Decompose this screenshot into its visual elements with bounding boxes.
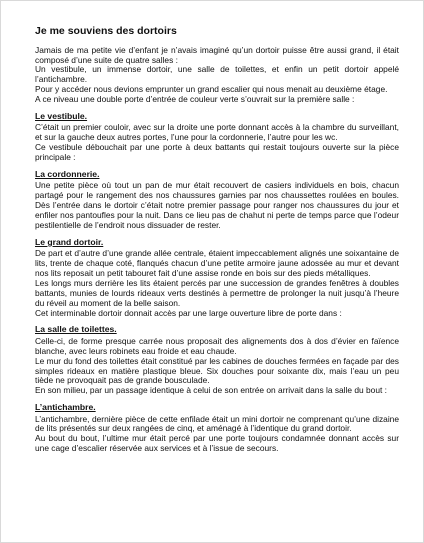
section-antichambre	[35, 402, 399, 454]
section-heading: La salle de toilettes.	[35, 324, 117, 335]
section-heading: L’antichambre.	[35, 402, 96, 413]
section-cordonnerie	[35, 169, 399, 231]
section-heading: Le vestibule.	[35, 111, 88, 122]
section-paragraph: Celle-ci, de forme presque carrée nous proposait des alignements dos à dos d’évier en faïence blanche, avec leurs robinets eau froide et eau chaude.	[35, 335, 399, 356]
section-salle-toilettes	[35, 324, 399, 396]
section-heading: Le grand dortoir.	[35, 236, 104, 247]
document-content	[35, 25, 399, 454]
section-heading: La cordonnerie.	[35, 168, 100, 179]
section-paragraph: De part et d’autre d’une grande allée centrale, étaient impeccablement alignés une soixantaine de lits, trente de chaque coté, flanqués chacun d’une petite armoire jaune adossée au mur et devant nos lits reposait un petit tabouret fait d’une assise ronde en bois sur des pieds métalliques.	[35, 248, 399, 278]
section-vestibule	[35, 111, 399, 163]
section-paragraph: Cet interminable dortoir donnait accès par une large ouverture libre de porte dans :	[35, 307, 342, 318]
intro-block	[35, 46, 399, 105]
document-title: Je me souviens des dortoirs	[35, 25, 177, 37]
intro-paragraph: Un vestibule, un immense dortoir, une salle de toilettes, et enfin un petit dortoir appelé l’antichambre.	[35, 64, 399, 85]
section-paragraph: Les longs murs derrière les lits étaient percés par une succession de grandes fenêtres à doubles battants, munies de lourds rideaux verts destinés à permettre de prolonger la nuit jusqu’à l’heure du réveil au moment de la belle saison.	[35, 277, 399, 308]
section-paragraph: En son milieu, par un passage identique à celui de son entrée on arrivait dans la salle du bout :	[35, 385, 387, 396]
intro-paragraph: Jamais de ma petite vie d’enfant je n’avais imaginé qu’un dortoir puisse être aussi grand, il était composé d’une suite de quatre salles :	[35, 44, 399, 65]
section-paragraph: Ce vestibule débouchait par une porte à deux battants qui restait toujours ouverte sur la pièce principale :	[35, 142, 399, 163]
section-paragraph: L’antichambre, dernière pièce de cette enfilade était un mini dortoir ne comprenant qu’une dizaine de lits présentés sur deux rangées de cinq, et aménagé à l’identique du grand dortoir.	[35, 413, 399, 434]
section-grand-dortoir	[35, 237, 399, 319]
section-paragraph: C’était un premier couloir, avec sur la droite une porte donnant accès à la chambre du surveillant, et sur la gauche deux autres portes, l’une pour la cordonnerie, l’autre pour les wc.	[35, 122, 399, 143]
section-paragraph: Une petite pièce où tout un pan de mur était recouvert de casiers individuels en bois, chacun partagé pour le rangement des nos chaussures garnies par nos chaussettes roulées en boules. Dès l’entrée dans le dortoir c’était notre premier passage pour ranger nos chaussures du jour et enfiler nos pantoufles pour la nuit. Dans ce lieu pas de chahut ni perte de temps parce que l’odeur pestilentielle de l’endroit nous dissuader de rester.	[35, 180, 399, 230]
section-paragraph: Le mur du fond des toilettes était constitué par les cabines de douches fermées en façade par des simples rideaux en matière plastique bleue. Six douches pour soixante dix, mais l’eau un peu tiède ne provoquait pas de grande bousculade.	[35, 355, 399, 386]
section-paragraph: Au bout du bout, l’ultime mur était percé par une porte toujours condamnée donnant accès sur une cage d’escalier réservée aux services et à l’issue de secours.	[35, 433, 399, 454]
intro-paragraph: A ce niveau une double porte d’entrée de couleur verte s’ouvrait sur la première salle :	[35, 94, 355, 105]
intro-paragraph: Pour y accéder nous devions emprunter un grand escalier qui nous menait au deuxième étage.	[35, 84, 388, 95]
